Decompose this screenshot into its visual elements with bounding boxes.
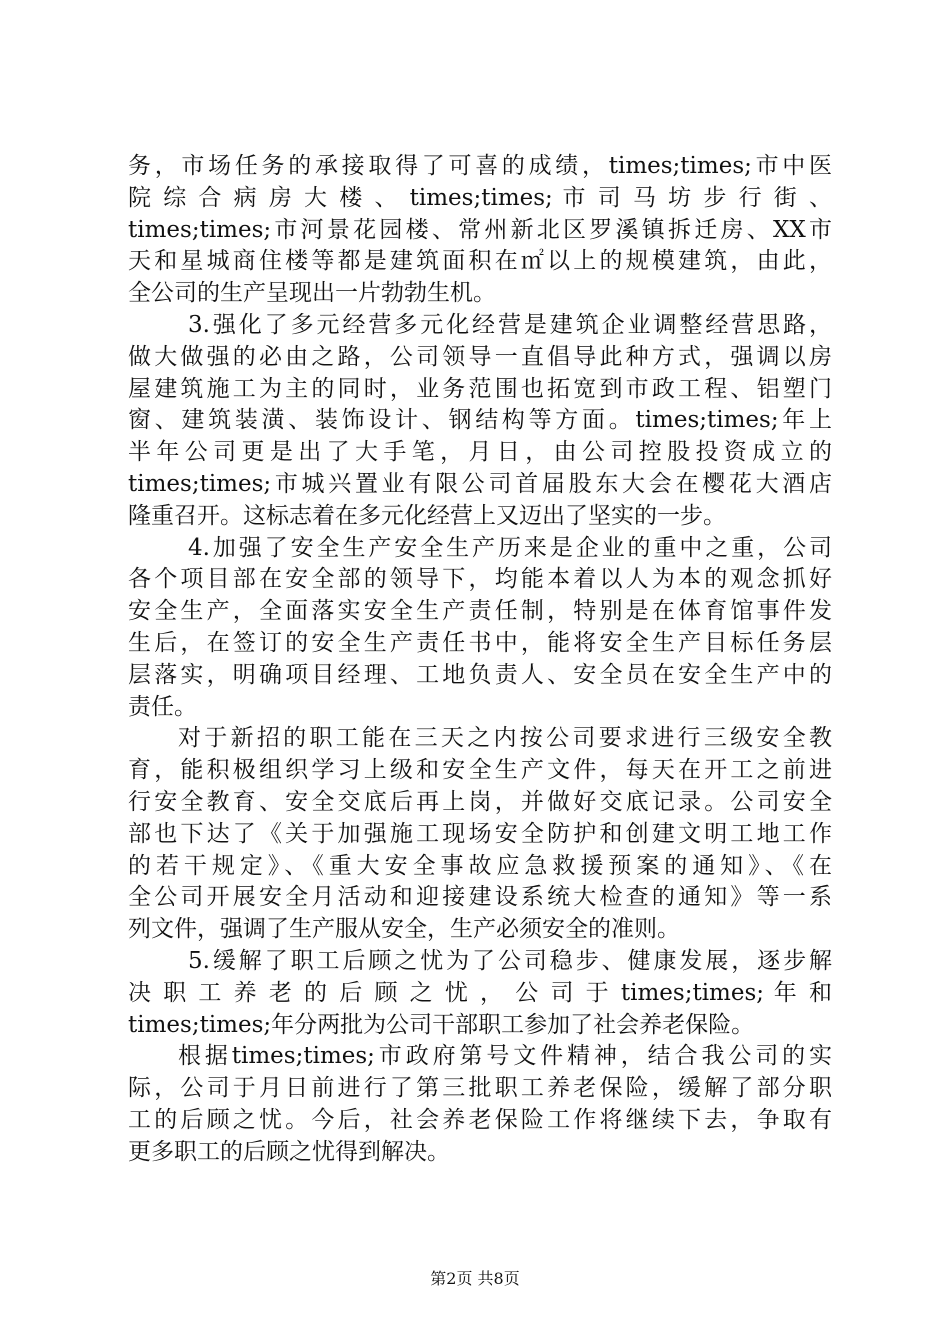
- document-body: [128, 151, 832, 1169]
- text-line: 的若干规定》、《重大安全事故应急救援预案的通知》、《在: [128, 852, 832, 879]
- text-line: 工的后顾之忧。今后，社会养老保险工作将继续下去，争取有: [128, 1106, 832, 1133]
- text-line: times;times;年分两批为公司干部职工参加了社会养老保险。: [128, 1011, 755, 1038]
- paragraph-heading-4: 4.加强了安全生产安全生产历来是企业的重中之重，公司: [188, 534, 832, 561]
- text-line: 半年公司更是出了大手笔，月日，由公司控股投资成立的: [128, 439, 832, 466]
- text-line: 责任。: [128, 693, 197, 720]
- text-line: 全公司开展安全月活动和迎接建设系统大检查的通知》等一系: [128, 884, 832, 911]
- text-line: 隆重召开。这标志着在多元化经营上又迈出了坚实的一步。: [128, 502, 726, 529]
- text-line: 部也下达了《关于加强施工现场安全防护和创建文明工地工作: [128, 820, 832, 847]
- text-line: 际，公司于月日前进行了第三批职工养老保险，缓解了部分职: [128, 1075, 832, 1102]
- text-line: 生后，在签订的安全生产责任书中，能将安全生产目标任务层: [128, 629, 832, 656]
- text-line: 安全生产，全面落实安全生产责任制，特别是在体育馆事件发: [128, 598, 832, 625]
- text-line: times;times;市城兴置业有限公司首届股东大会在樱花大酒店: [128, 470, 832, 497]
- text-line: 全公司的生产呈现出一片勃勃生机。: [128, 280, 496, 307]
- text-line: 各个项目部在安全部的领导下，均能本着以人为本的观念抓好: [128, 566, 832, 593]
- page-number-footer: 第2页 共8页: [430, 1269, 520, 1288]
- text-line: 务，市场任务的承接取得了可喜的成绩，times;times;市中医: [128, 153, 832, 179]
- text-line: 行安全教育、安全交底后再上岗，并做好交底记录。公司安全: [128, 788, 832, 815]
- text-line: 层落实，明确项目经理、工地负责人、安全员在安全生产中的: [128, 661, 832, 688]
- text-line: 更多职工的后顾之忧得到解决。: [128, 1138, 450, 1165]
- paragraph-heading-3: 3.强化了多元经营多元化经营是建筑企业调整经营思路，: [188, 311, 832, 338]
- text-line: 窗、建筑装潢、装饰设计、钢结构等方面。times;times;年上: [128, 407, 832, 434]
- paragraph-heading-5: 5.缓解了职工后顾之忧为了公司稳步、健康发展，逐步解: [188, 947, 832, 974]
- text-line: 育，能积极组织学习上级和安全生产文件，每天在开工之前进: [128, 757, 832, 784]
- paragraph-start: 根据times;times;市政府第号文件精神，结合我公司的实: [178, 1043, 832, 1070]
- text-line: times;times;市河景花园楼、常州新北区罗溪镇拆迁房、XX市: [128, 216, 832, 243]
- text-line: 天和星城商住楼等都是建筑面积在㎡以上的规模建筑，由此，: [128, 248, 832, 275]
- paragraph-start: 对于新招的职工能在三天之内按公司要求进行三级安全教: [178, 725, 832, 752]
- text-line: 院 综 合 病 房 大 楼 、 times;times; 市 司 马 坊 步 行 街 、: [128, 184, 832, 211]
- text-line: 做大做强的必由之路，公司领导一直倡导此种方式，强调以房: [128, 343, 832, 370]
- text-line: 列文件，强调了生产服从安全，生产必须安全的准则。: [128, 916, 680, 943]
- text-line: 屋建筑施工为主的同时，业务范围也拓宽到市政工程、铝塑门: [128, 375, 832, 402]
- text-line: 决 职 工 养 老 的 后 顾 之 忧 ， 公 司 于 times;times; 年 和: [128, 979, 832, 1006]
